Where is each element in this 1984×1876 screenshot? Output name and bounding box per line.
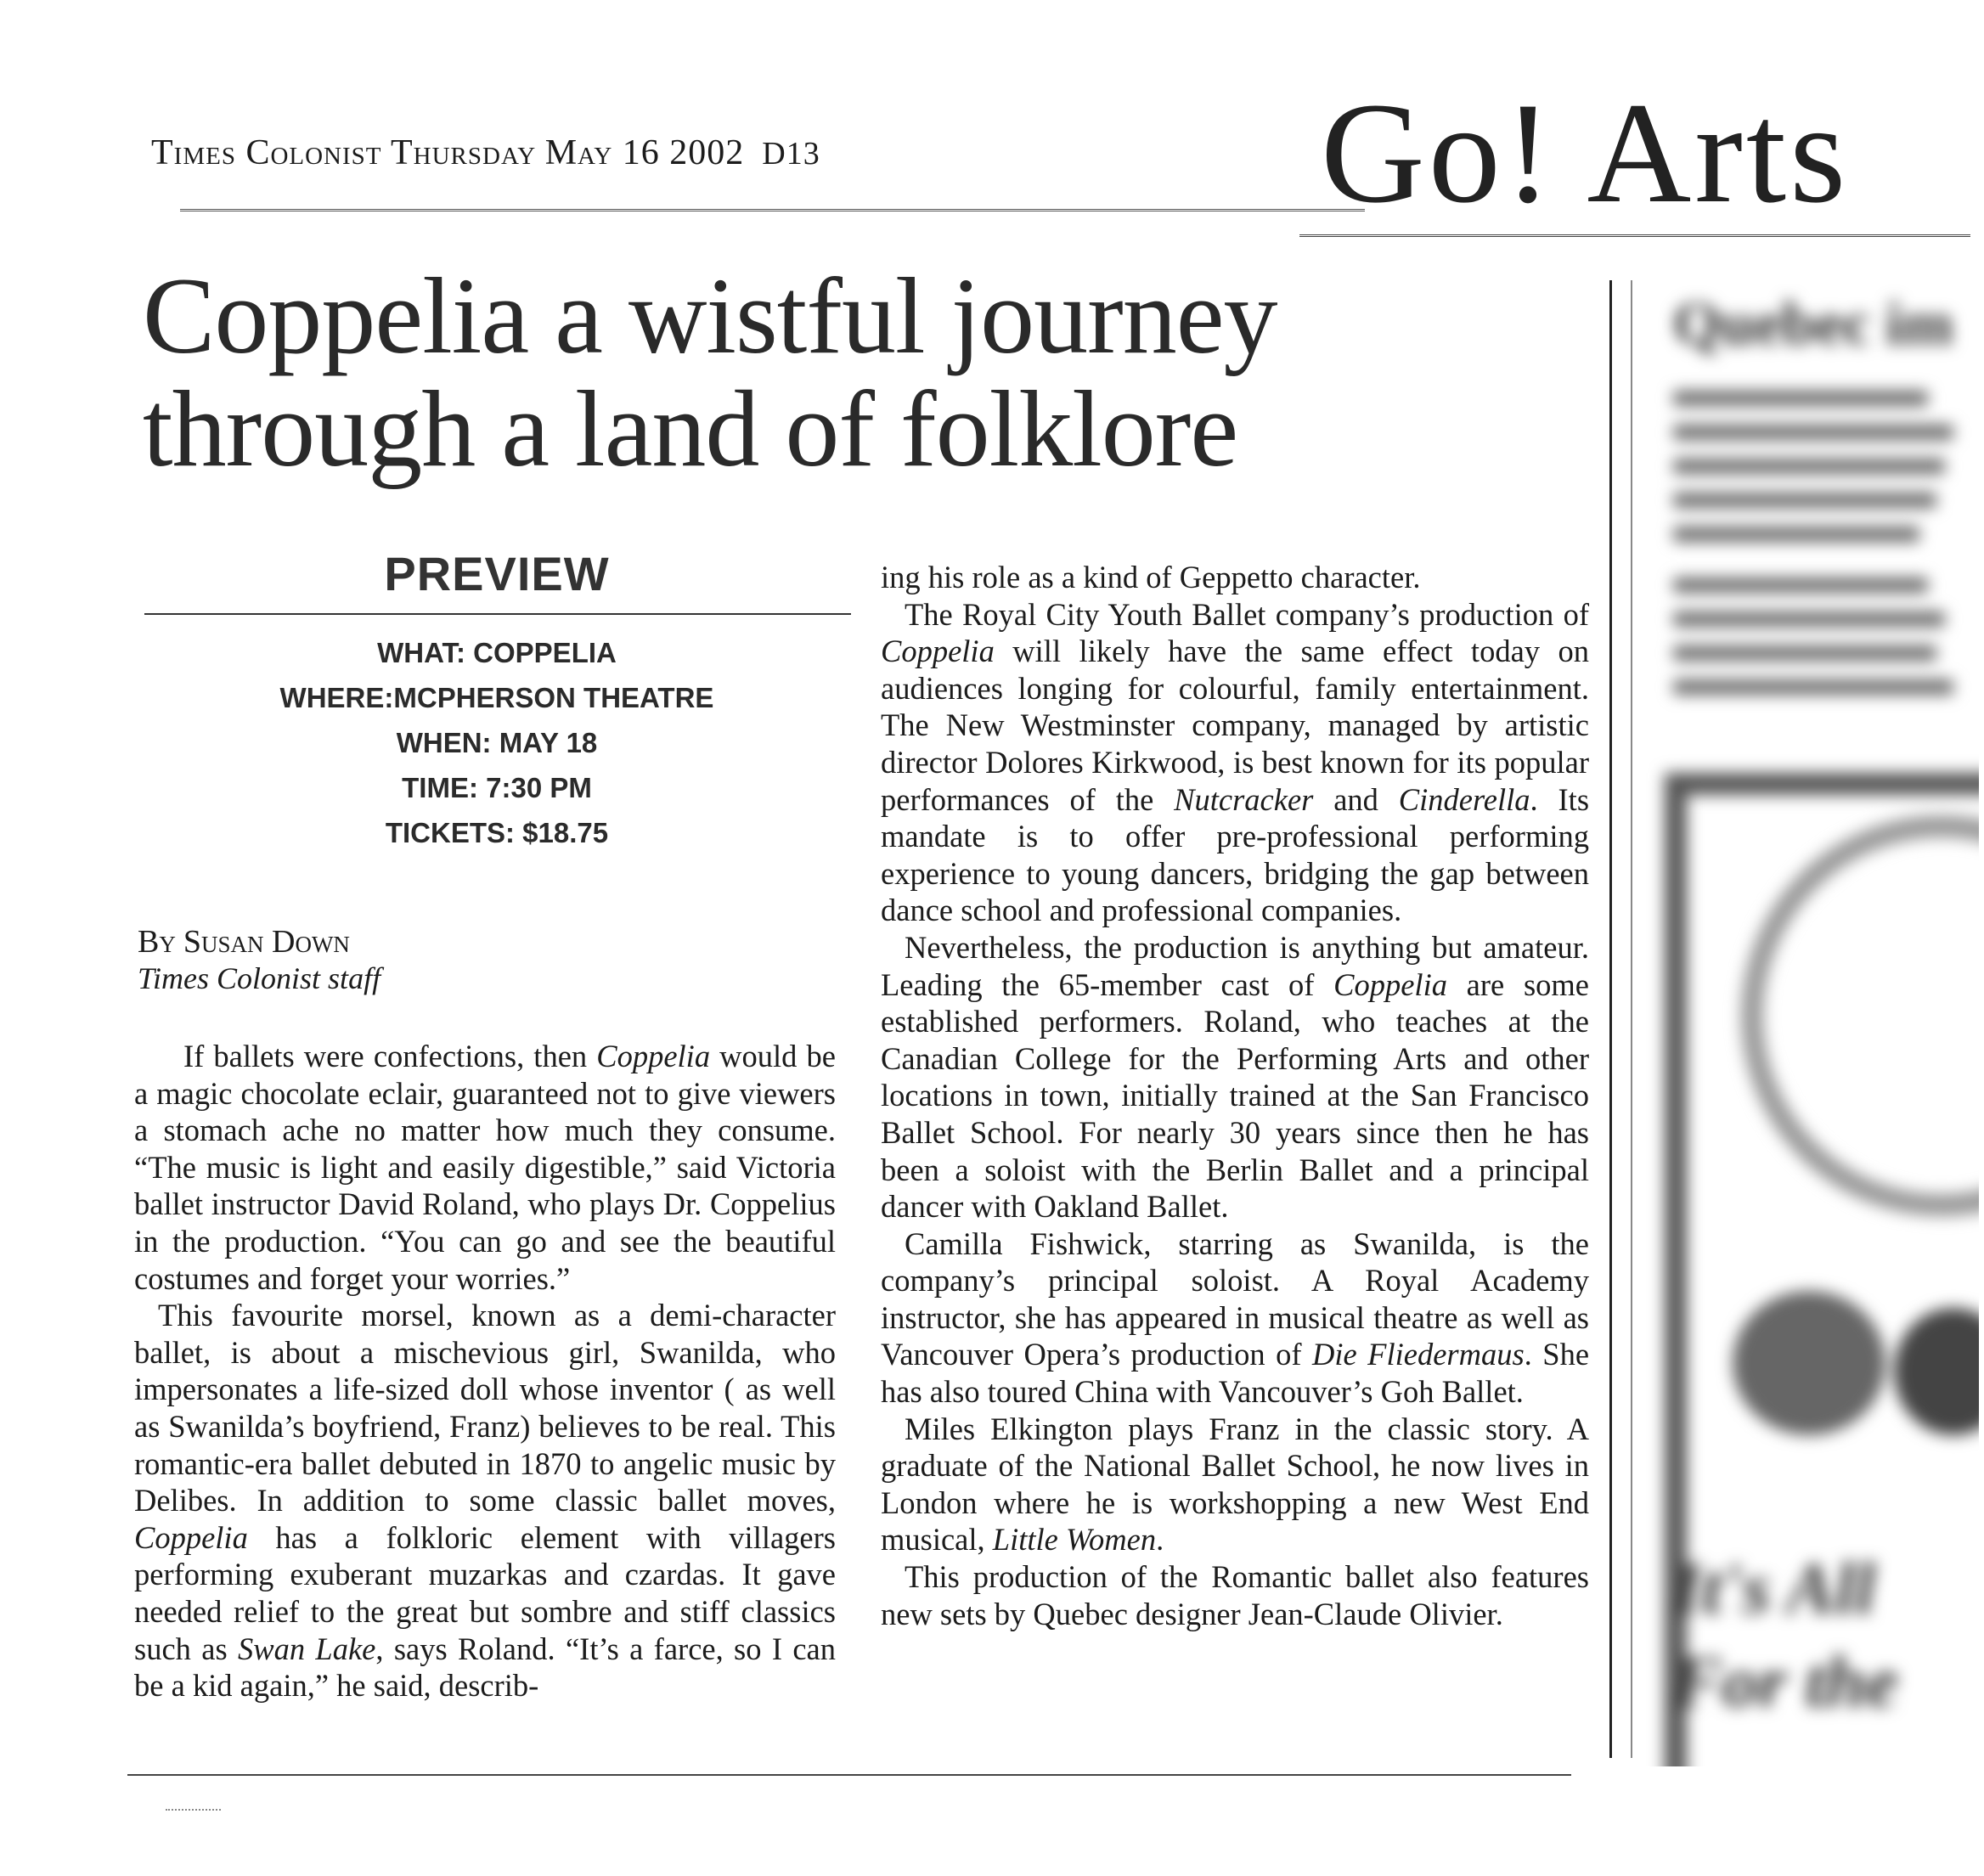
preview-time: TIME: 7:30 PM bbox=[402, 772, 592, 803]
paragraph-7: This production of the Romantic ballet also features new sets by Quebec designer Jean-Claude Olivier. bbox=[881, 1559, 1589, 1631]
section-title: Go! Arts bbox=[1321, 73, 1850, 233]
preview-heading: PREVIEW bbox=[384, 547, 610, 600]
column-divider bbox=[1609, 280, 1612, 1758]
byline bbox=[138, 924, 380, 997]
page-number: D13 bbox=[762, 136, 820, 172]
paragraph-1: If ballets were confections, then Coppelia would be a magic chocolate eclair, guaranteed not to give viewers a stomach ache no matter how much they consume. “The music is light and easily digestible,” said Victoria ballet instructor David Roland, who plays Dr. Coppelius in the production. “You can go and see the beautiful costumes and forget your worries.” bbox=[134, 1039, 836, 1296]
preview-where: WHERE:MCPHERSON THEATRE bbox=[279, 682, 714, 713]
paragraph-6: Miles Elkington plays Franz in the classic story. A graduate of the National Ballet School, he now lives in London where he is workshopping a new West End musical, Little Women. bbox=[881, 1411, 1589, 1558]
blurred-text-line bbox=[1673, 493, 1936, 508]
adjacent-article-blurred bbox=[1639, 272, 1979, 1766]
byline-staff: Times Colonist staff bbox=[138, 961, 381, 995]
preview-rule bbox=[144, 613, 851, 615]
paragraph-5: Camilla Fishwick, starring as Swanilda, is the company’s principal soloist. A Royal Academy instructor, she has appeared in musical theatre as well as Vancouver Opera’s production of Die Fliedermaus. She has also toured China with Vancouver’s Goh Ballet. bbox=[881, 1225, 1590, 1410]
blurred-text-line bbox=[1673, 459, 1945, 474]
adjacent-ad-title-1: It's All bbox=[1673, 1547, 1876, 1629]
blurred-text-line bbox=[1673, 645, 1936, 661]
adjacent-ad-title-2: For the bbox=[1673, 1641, 1899, 1722]
blurred-text-line bbox=[1673, 611, 1945, 627]
blurred-text-line bbox=[1673, 425, 1953, 440]
article-column-2 bbox=[881, 559, 1589, 1632]
issue-day: Thursday bbox=[391, 133, 537, 172]
blurred-text-line bbox=[1673, 391, 1928, 406]
dotted-mark bbox=[166, 1809, 221, 1811]
blurred-content bbox=[1639, 272, 1979, 1766]
preview-tickets: TICKETS: $18.75 bbox=[385, 817, 609, 848]
article-column-1 bbox=[134, 1038, 836, 1704]
blurred-text-line bbox=[1673, 577, 1928, 593]
blurred-text-line bbox=[1673, 679, 1953, 695]
bottom-rule bbox=[127, 1774, 1571, 1776]
preview-details bbox=[144, 630, 849, 855]
paragraph-2-continued: ing his role as a kind of Geppetto character. bbox=[881, 560, 1421, 594]
byline-by: By bbox=[138, 924, 176, 960]
byline-author: Susan Down bbox=[183, 924, 350, 960]
paper-name: Times Colonist bbox=[151, 133, 382, 172]
blurred-text-line bbox=[1673, 527, 1919, 542]
folio-line bbox=[151, 132, 820, 173]
masthead-rule bbox=[180, 209, 1365, 211]
adjacent-headline: Quebec im bbox=[1673, 290, 1953, 358]
paragraph-4: Nevertheless, the production is anything but amateur. Leading the 65-member cast of Coppelia are some established performers. Roland, who teaches at the Canadian College for the Performing Arts and other locations in town, initially trained at the San Francisco Ballet School. For nearly 30 years since then he has been a soloist with the Berlin Ballet and a principal dancer with Oakland Ballet. bbox=[881, 929, 1589, 1225]
article-headline: Coppelia a wistful journey through a land of folklore bbox=[143, 256, 1277, 489]
column-divider-thin bbox=[1631, 280, 1632, 1758]
paragraph-2: This favourite morsel, known as a demi-character ballet, is about a mischevious girl, Swanilda, who impersonates a life-sized doll whose inventor ( as well as Swanilda’s boyfriend, Franz) believes to be real. This romantic-era ballet debuted in 1870 to angelic music by Delibes. In addition to some classic ballet moves, Coppelia has a folkloric element with villagers performing exuberant muzarkas and czardas. It gave needed relief to the great but sombre and stiff classics such as Swan Lake, says Roland. “It’s a farce, so I can be a kid again,” he said, describ- bbox=[134, 1298, 837, 1704]
preview-what: WHAT: COPPELIA bbox=[377, 637, 617, 668]
issue-date: May 16 2002 bbox=[544, 133, 745, 172]
paragraph-3: The Royal City Youth Ballet company’s production of Coppelia will likely have the same effect today on audiences longing for colourful, family entertainment. The New Westminster company, managed by artistic director Dolores Kirkwood, is best known for its popular performances of the Nutcracker and Cinderella. Its mandate is to offer pre-professional performing experience to young dancers, bridging the gap between dance school and professional companies. bbox=[881, 596, 1590, 928]
blurred-ad-graphic bbox=[1733, 1291, 1885, 1435]
preview-when: WHEN: MAY 18 bbox=[396, 727, 598, 758]
section-rule bbox=[1299, 234, 1970, 237]
